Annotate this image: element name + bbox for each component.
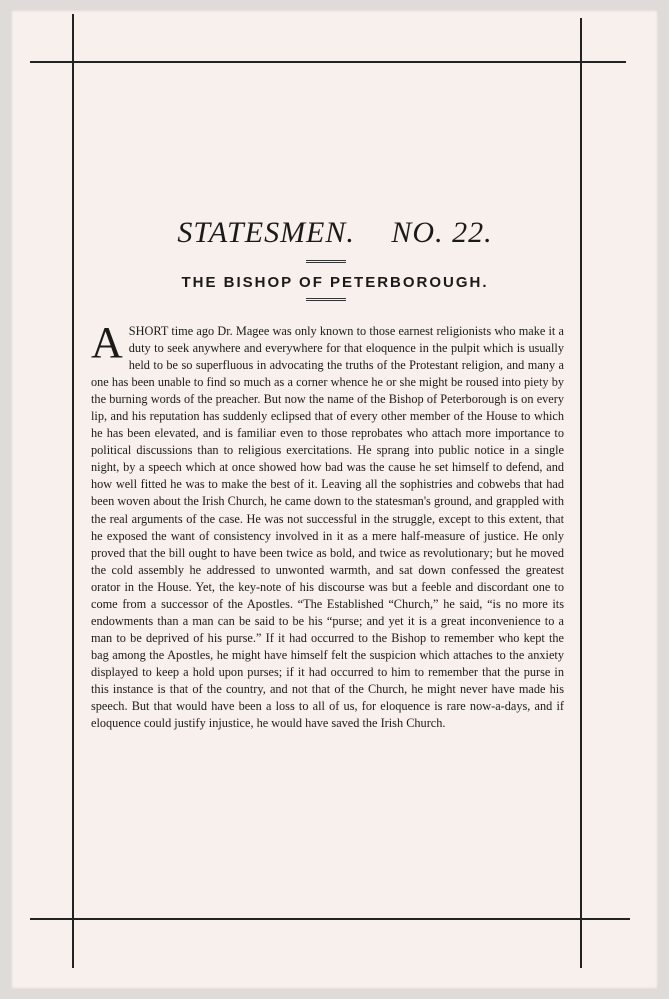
top-border-rule bbox=[30, 61, 626, 63]
page-title bbox=[60, 216, 610, 250]
left-border-rule bbox=[72, 14, 74, 968]
subtitle-divider bbox=[306, 298, 346, 301]
series-number: NO. 22. bbox=[391, 216, 493, 249]
bottom-border-rule bbox=[30, 918, 630, 920]
title-divider bbox=[306, 260, 346, 263]
article-subtitle: THE BISHOP OF PETERBOROUGH. bbox=[181, 274, 489, 291]
right-border-rule bbox=[580, 18, 582, 968]
article-body bbox=[91, 318, 564, 732]
series-title: STATESMEN. bbox=[177, 216, 355, 249]
article-text: SHORT time ago Dr. Magee was only known to those earnest religionists who make it a duty to seek anywhere and everywhere for that eloquence in the pulpit which is usually held to be so superfluous in advocating the truths of the Protestant religion, and many a one has been unable to find so much as a corner whence he or she might be roused into piety by the burning words of the preacher. But now the name of the Bishop of Peterborough is on every lip, and his reputation has suddenly eclipsed that of every other member of the House to which he has been elevated, and is familiar even to those reprobates who attach more importance to political discussions than to religious exercitations. He sprang into public notice in a single night, by a speech which at once showed how bad was the cause he set himself to defend, and how well fitted he was to make the best of it. Leaving all the sophistries and cobwebs that had been woven about the Irish Church, he came down to the statesman's ground, and grappled with the real arguments of the case. He was not successful in the struggle, except to this extent, that he exposed the want of consistency involved in it as a mere half-measure of justice. He only proved that the bill ought to have been twice as bold, and twice as revolutionary; but he moved the cold assembly he addressed to unwonted warmth, and sat down confessed the greatest orator in the House. Yet, the key-note of his discourse was but a feeble and discordant one to come from a successor of the Apostles. “The Established “Church,” he said, “is no more its endowments than a man can be said to be his “purse; and yet it is a great inconvenience to a man to be deprived of his purse.” If it had occurred to the Bishop to remember who kept the bag among the Apostles, he might have himself felt the suspicion which attaches to the anxiety displayed to keep a hold upon purses; if it had occurred to him to remember that the purse in this instance is that of the country, and not that of the Church, he might never have made his speech. But that would have been a loss to all of us, for eloquence is rare now-a-days, and if eloquence could justify injustice, he would have saved the Irish Church. bbox=[91, 324, 564, 731]
drop-cap: A bbox=[91, 318, 123, 367]
